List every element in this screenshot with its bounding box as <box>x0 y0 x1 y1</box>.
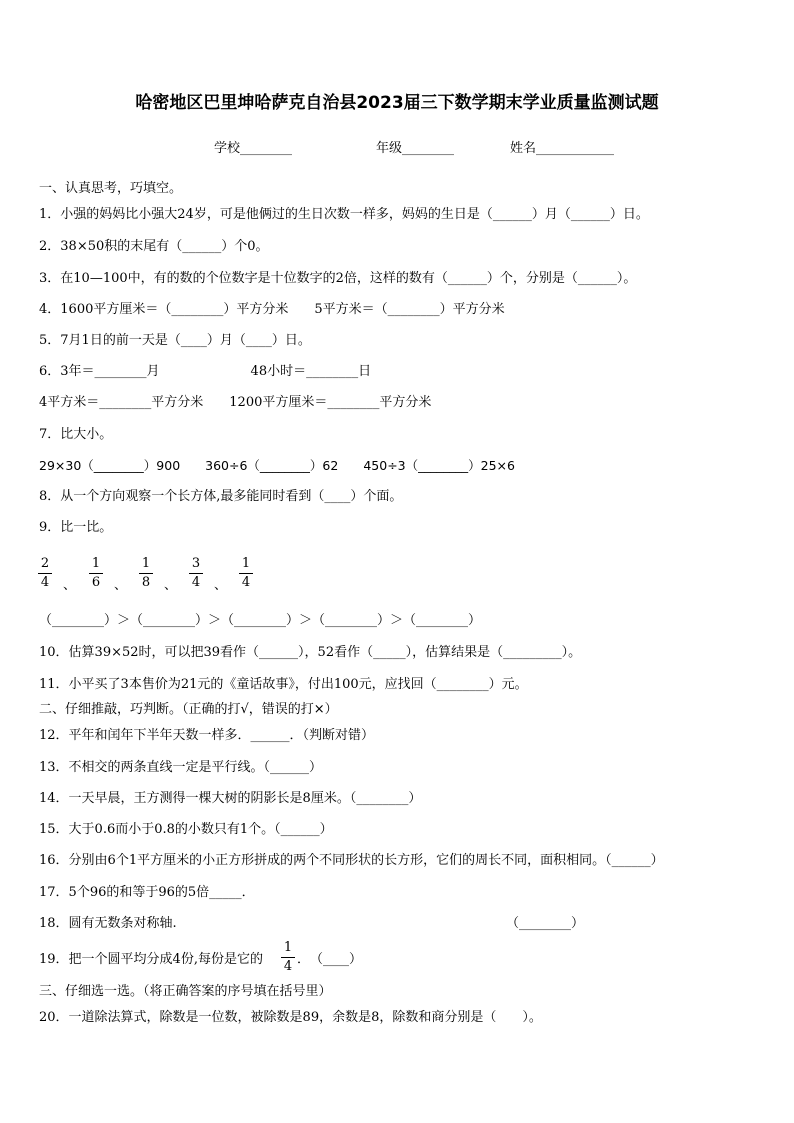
question-10: 10．估算39×52时，可以把39看作（______），52看作（_____），估算结果是（_________）。 <box>39 645 582 660</box>
fraction-19 <box>281 940 295 975</box>
section-3-heading: 三、仔细选一选。（将正确答案的序号填在括号里） <box>39 984 332 999</box>
page-title: 哈密地区巴里坤哈萨克自治县2023届三下数学期末学业质量监测试题 <box>135 93 659 113</box>
separator: 、 <box>63 578 77 593</box>
school-field: 学校________ <box>214 141 293 156</box>
fraction-1-denominator: 4 <box>40 575 50 590</box>
fraction-1 <box>38 556 52 591</box>
question-18-answer: （________） <box>506 916 585 931</box>
question-18: 18．圆有无数条对称轴. <box>39 916 177 931</box>
question-13: 13．不相交的两条直线一定是平行线。（______） <box>39 760 323 775</box>
section-1-heading: 一、认真思考，巧填空。 <box>39 181 183 196</box>
grade-field: 年级________ <box>376 141 455 156</box>
question-14: 14．一天早晨，王方测得一棵大树的阴影长是8厘米。（________） <box>39 791 422 806</box>
fraction-4-denominator: 4 <box>191 575 201 590</box>
separator: 、 <box>114 578 128 593</box>
section-2-heading: 二、仔细推敲，巧判断。（正确的打√，错误的打×） <box>39 702 338 717</box>
question-12: 12．平年和闰年下半年天数一样多．______．（判断对错） <box>39 728 375 743</box>
name-field: 姓名____________ <box>510 141 615 156</box>
question-15: 15．大于0.6而小于0.8的小数只有1个。（______） <box>39 822 333 837</box>
fraction-19-numerator: 1 <box>283 940 293 955</box>
fraction-19-denominator: 4 <box>283 959 293 974</box>
question-8: 8．从一个方向观察一个长方体,最多能同时看到（____）个面。 <box>39 489 403 504</box>
fraction-1-numerator: 2 <box>40 556 50 571</box>
question-7: 7．比大小。 <box>39 427 113 442</box>
fraction-3 <box>139 556 153 591</box>
question-6-line-2: 4平方米＝________平方分米 1200平方厘米＝________平方分米 <box>39 395 432 410</box>
separator: 、 <box>214 578 228 593</box>
question-16: 16．分别由6个1平方厘米的小正方形拼成的两个不同形状的长方形，它们的周长不同，面积相同。（______） <box>39 853 664 868</box>
question-9-ordering: （________）＞（________）＞（________）＞（________）＞（________） <box>39 613 482 628</box>
fraction-4 <box>189 556 203 591</box>
question-7-comparisons: 29×30（________）900 360÷6（________）62 450÷3（________）25×6 <box>39 458 515 473</box>
fraction-2-denominator: 6 <box>91 575 101 590</box>
question-9: 9．比一比。 <box>39 520 113 535</box>
question-5: 5．7月1日的前一天是（____）月（____）日。 <box>39 333 311 348</box>
question-19: 19．把一个圆平均分成4份,每份是它的 <box>39 952 263 967</box>
fraction-4-numerator: 3 <box>191 556 201 571</box>
question-2: 2．38×50积的末尾有（______）个0。 <box>39 239 269 254</box>
question-1: 1．小强的妈妈比小强大24岁，可是他俩过的生日次数一样多，妈妈的生日是（______）月（______）日。 <box>39 207 649 222</box>
question-6-line-1: 6．3年＝________月 48小时＝________日 <box>39 364 372 379</box>
separator: 、 <box>164 578 178 593</box>
fraction-2 <box>89 556 103 591</box>
question-3: 3．在10—100中，有的数的个位数字是十位数字的2倍，这样的数有（______）个，分别是（______）。 <box>39 271 637 286</box>
question-4: 4．1600平方厘米＝（________）平方分米 5平方米＝（________）平方分米 <box>39 302 505 317</box>
fraction-3-numerator: 1 <box>141 556 151 571</box>
fraction-3-denominator: 8 <box>141 575 151 590</box>
question-11: 11．小平买了3本售价为21元的《童话故事》，付出100元，应找回（________）元。 <box>39 677 528 692</box>
question-20: 20．一道除法算式，除数是一位数，被除数是89，余数是8，除数和商分别是（ ）。 <box>39 1010 542 1025</box>
fraction-5 <box>239 556 253 591</box>
fraction-5-numerator: 1 <box>241 556 251 571</box>
fraction-2-numerator: 1 <box>91 556 101 571</box>
fraction-5-denominator: 4 <box>241 575 251 590</box>
question-17: 17．5个96的和等于96的5倍_____． <box>39 885 255 900</box>
question-19-tail: ． （____） <box>297 952 363 967</box>
